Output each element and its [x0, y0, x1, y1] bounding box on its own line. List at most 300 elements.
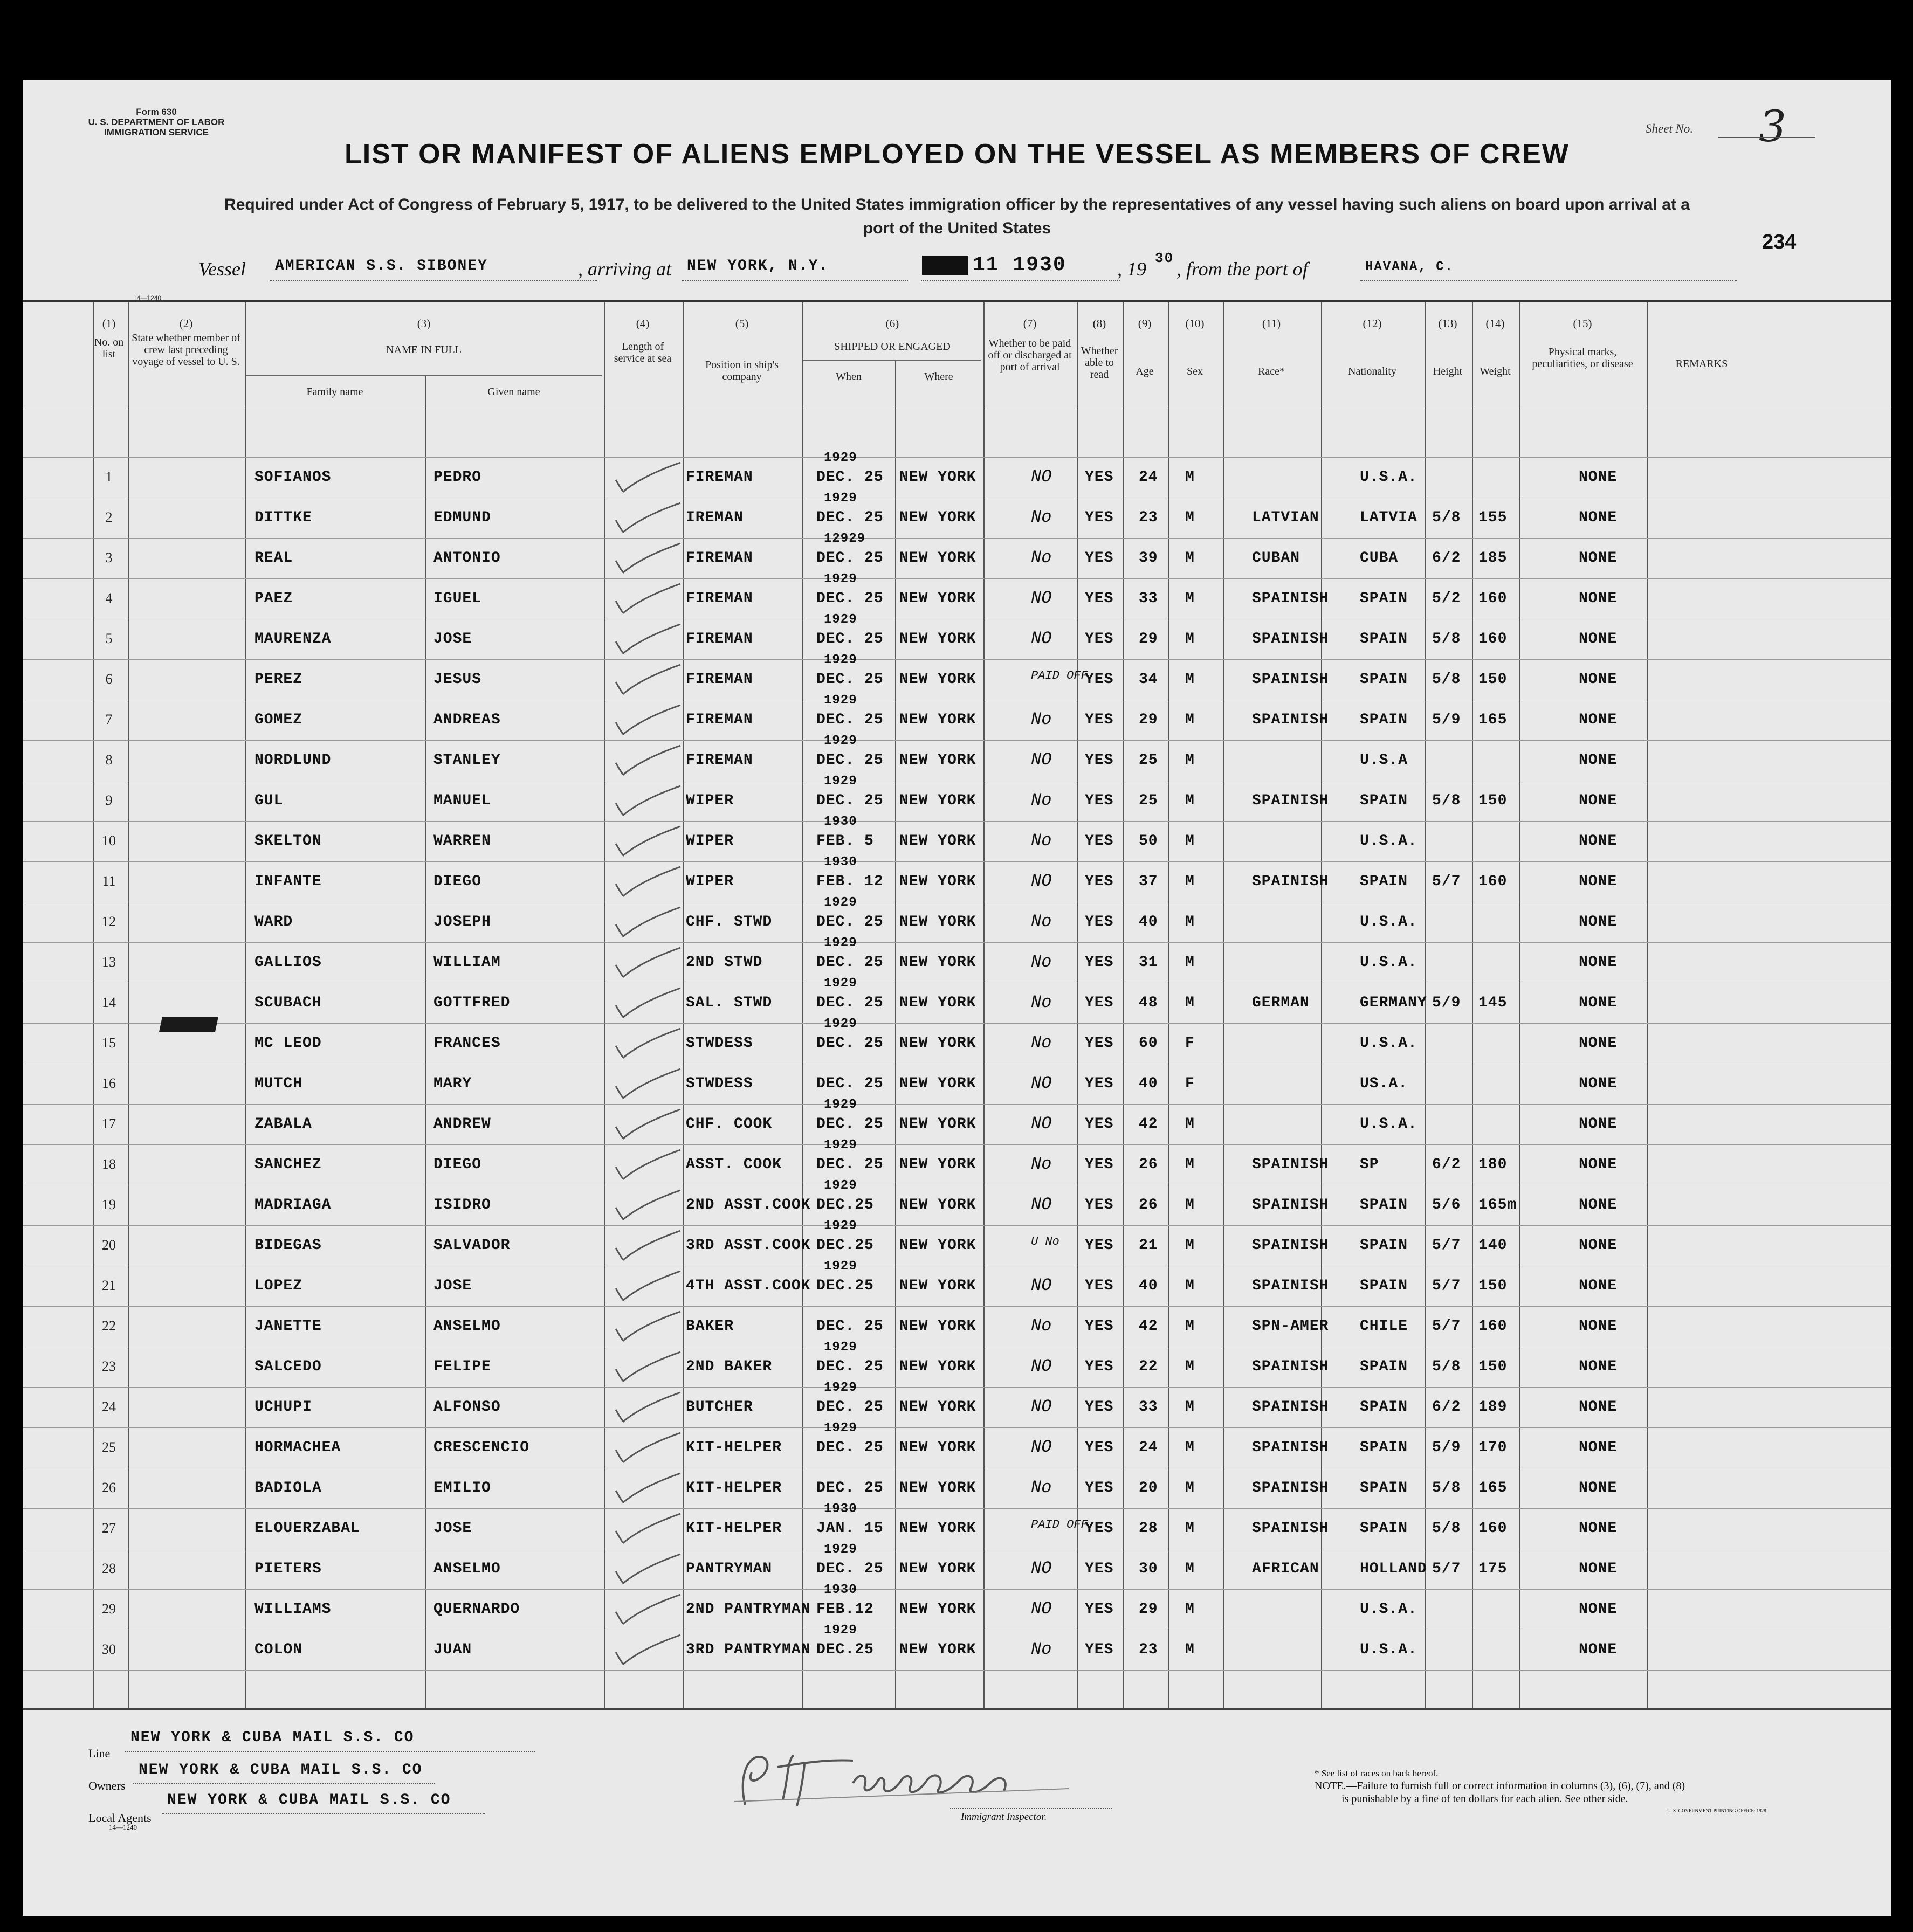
nationality: SPAIN — [1360, 1278, 1408, 1294]
able-to-read: YES — [1085, 671, 1114, 688]
given-name: ANSELMO — [433, 1318, 501, 1335]
weight: 160 — [1478, 1520, 1508, 1537]
weight: 160 — [1478, 873, 1508, 890]
family-name: MUTCH — [254, 1075, 303, 1092]
row-rule — [23, 1306, 1891, 1307]
engaged-when: DEC. 25 — [816, 671, 884, 688]
col8-number: (8) — [1092, 317, 1106, 330]
footer-agents-value: NEW YORK & CUBA MAIL S.S. CO — [167, 1792, 451, 1809]
manifest-subtitle — [55, 193, 1859, 240]
paid-off: No — [1031, 507, 1052, 527]
race: SPAINISH — [1252, 1197, 1329, 1213]
position: BAKER — [686, 1318, 734, 1335]
column-rule — [1168, 302, 1169, 1708]
engaged-year: 1929 — [824, 1381, 857, 1395]
given-name: MARY — [433, 1075, 472, 1092]
paid-off: No — [1031, 912, 1052, 932]
family-name: SKELTON — [254, 833, 322, 850]
engaged-where: NEW YORK — [899, 914, 976, 930]
family-name: SANCHEZ — [254, 1156, 322, 1173]
printer-line: U. S. GOVERNMENT PRINTING OFFICE: 1928 — [1667, 1808, 1766, 1813]
row-rule — [23, 1589, 1891, 1590]
given-name: FELIPE — [433, 1358, 491, 1375]
age: 26 — [1139, 1197, 1158, 1213]
sex: M — [1185, 1561, 1195, 1577]
engaged-where: NEW YORK — [899, 1278, 976, 1294]
race: SPAINISH — [1252, 631, 1329, 647]
checkmark-icon — [610, 1348, 686, 1385]
row-rule — [23, 1670, 1891, 1671]
column-rule — [128, 302, 129, 1708]
column-rule — [1321, 302, 1322, 1708]
height: 5/8 — [1432, 631, 1461, 647]
row-rule — [23, 659, 1891, 660]
engaged-where: NEW YORK — [899, 469, 976, 486]
race: SPN-AMER — [1252, 1318, 1329, 1335]
engaged-when: DEC. 25 — [816, 469, 884, 486]
height: 5/9 — [1432, 1439, 1461, 1456]
row-number: 1 — [105, 469, 113, 485]
race: GERMAN — [1252, 995, 1310, 1011]
row-number: 28 — [102, 1561, 116, 1576]
row-rule — [23, 821, 1891, 822]
engaged-where: NEW YORK — [899, 1520, 976, 1537]
row-rule — [23, 1387, 1891, 1388]
engaged-year: 1929 — [824, 653, 857, 667]
col6-number: (6) — [885, 317, 899, 330]
footer-note-fine: is punishable by a fine of ten dollars for each alien. See other side. — [1341, 1793, 1628, 1805]
engaged-when: DEC.25 — [816, 1237, 874, 1254]
given-name: GOTTFRED — [433, 995, 511, 1011]
checkmark-icon — [610, 1429, 686, 1466]
engaged-where: NEW YORK — [899, 1197, 976, 1213]
engaged-year: 1929 — [824, 612, 857, 627]
col2-label: State whether member of crew last preceding voyage of vessel to U. S. — [132, 332, 240, 368]
height: 5/8 — [1432, 792, 1461, 809]
engaged-year: 1929 — [824, 936, 857, 950]
checkmark-icon — [610, 1388, 686, 1426]
footer-line-value: NEW YORK & CUBA MAIL S.S. CO — [130, 1729, 415, 1746]
able-to-read: YES — [1085, 1439, 1114, 1456]
row-number: 2 — [105, 509, 113, 525]
given-name: ALFONSO — [433, 1399, 501, 1416]
year-suffix: 30 — [1155, 250, 1174, 266]
height: 6/2 — [1432, 1399, 1461, 1416]
given-name: QUERNARDO — [433, 1601, 520, 1618]
race: SPAINISH — [1252, 1439, 1329, 1456]
row-number: 10 — [102, 833, 116, 848]
sex: M — [1185, 1601, 1195, 1618]
weight: 140 — [1478, 1237, 1508, 1254]
race: SPAINISH — [1252, 1358, 1329, 1375]
col12-label: Nationality — [1348, 365, 1396, 377]
col15-number: (15) — [1573, 317, 1592, 330]
position: CHF. STWD — [686, 914, 773, 930]
physical-marks: NONE — [1579, 1601, 1618, 1618]
row-number: 11 — [102, 873, 116, 889]
engaged-when: FEB. 5 — [816, 833, 874, 850]
age: 29 — [1139, 631, 1158, 647]
race: SPAINISH — [1252, 1156, 1329, 1173]
engaged-when: DEC.25 — [816, 1641, 874, 1658]
row-rule — [23, 740, 1891, 741]
row-rule — [23, 1023, 1891, 1024]
footer-owners-value: NEW YORK & CUBA MAIL S.S. CO — [139, 1762, 423, 1778]
sex: M — [1185, 631, 1195, 647]
column-rule — [1123, 302, 1124, 1708]
paid-off: NO — [1031, 750, 1052, 770]
able-to-read: YES — [1085, 1116, 1114, 1133]
physical-marks: NONE — [1579, 752, 1618, 769]
nationality: U.S.A — [1360, 752, 1408, 769]
engaged-year: 1930 — [824, 855, 857, 870]
col2-number: (2) — [179, 317, 193, 330]
engaged-where: NEW YORK — [899, 1399, 976, 1416]
able-to-read: YES — [1085, 1197, 1114, 1213]
weight: 170 — [1478, 1439, 1508, 1456]
height: 5/7 — [1432, 1278, 1461, 1294]
race: SPAINISH — [1252, 671, 1329, 688]
engaged-year: 1929 — [824, 1098, 857, 1112]
given-name: SALVADOR — [433, 1237, 511, 1254]
engaged-where: NEW YORK — [899, 752, 976, 769]
checkmark-icon — [610, 782, 686, 819]
able-to-read: YES — [1085, 914, 1114, 930]
height: 5/8 — [1432, 1480, 1461, 1496]
row-number: 20 — [102, 1237, 116, 1253]
family-name: GOMEZ — [254, 712, 303, 728]
checkmark-icon — [610, 1267, 686, 1305]
sex: M — [1185, 1156, 1195, 1173]
weight: 160 — [1478, 590, 1508, 607]
position: ASST. COOK — [686, 1156, 782, 1173]
row-rule — [23, 1225, 1891, 1226]
weight: 165m — [1478, 1197, 1517, 1213]
engaged-when: DEC. 25 — [816, 752, 884, 769]
able-to-read: YES — [1085, 1561, 1114, 1577]
physical-marks: NONE — [1579, 1197, 1618, 1213]
physical-marks: NONE — [1579, 509, 1618, 526]
engaged-where: NEW YORK — [899, 833, 976, 850]
weight: 150 — [1478, 1278, 1508, 1294]
checkmark-icon — [610, 1226, 686, 1264]
able-to-read: YES — [1085, 1035, 1114, 1052]
height: 5/8 — [1432, 509, 1461, 526]
family-name: GALLIOS — [254, 954, 322, 971]
checkmark-icon — [610, 1590, 686, 1628]
position: 4TH ASST.COOK — [686, 1278, 811, 1294]
vessel-name: AMERICAN S.S. SIBONEY — [275, 258, 488, 274]
able-to-read: YES — [1085, 1075, 1114, 1092]
physical-marks: NONE — [1579, 1520, 1618, 1537]
age: 24 — [1139, 1439, 1158, 1456]
nationality: SPAIN — [1360, 1197, 1408, 1213]
given-name: MANUEL — [433, 792, 491, 809]
column-rule — [604, 302, 605, 1708]
nationality: U.S.A. — [1360, 1116, 1417, 1133]
able-to-read: YES — [1085, 1520, 1114, 1537]
paid-off: No — [1031, 992, 1052, 1012]
paid-off: PAID OFF — [1031, 669, 1088, 682]
paid-off: No — [1031, 1033, 1052, 1053]
position: KIT-HELPER — [686, 1520, 782, 1537]
checkmark-icon — [610, 620, 686, 658]
weight: 189 — [1478, 1399, 1508, 1416]
engaged-where: NEW YORK — [899, 1358, 976, 1375]
port-label: , from the port of — [1176, 258, 1308, 280]
position: FIREMAN — [686, 671, 753, 688]
table-top-border — [23, 300, 1891, 302]
row-number: 12 — [102, 914, 116, 929]
engaged-where: NEW YORK — [899, 590, 976, 607]
age: 21 — [1139, 1237, 1158, 1254]
row-number: 13 — [102, 954, 116, 970]
engaged-where: NEW YORK — [899, 1075, 976, 1092]
sex: M — [1185, 873, 1195, 890]
checkmark-icon — [610, 660, 686, 698]
race: SPAINISH — [1252, 1480, 1329, 1496]
checkmark-icon — [610, 862, 686, 900]
height: 5/7 — [1432, 1237, 1461, 1254]
nationality: SPAIN — [1360, 1358, 1408, 1375]
sex: M — [1185, 1237, 1195, 1254]
checkmark-icon — [610, 984, 686, 1022]
able-to-read: YES — [1085, 833, 1114, 850]
arriving-label: , arriving at — [578, 258, 672, 280]
col7-label: Whether to be paid off or discharged at port of arrival — [988, 337, 1072, 373]
family-name: NORDLUND — [254, 752, 332, 769]
weight: 150 — [1478, 792, 1508, 809]
nationality: U.S.A. — [1360, 954, 1417, 971]
age: 40 — [1139, 1075, 1158, 1092]
given-name: JOSE — [433, 1278, 472, 1294]
nationality: SPAIN — [1360, 873, 1408, 890]
engaged-year: 1929 — [824, 491, 857, 506]
engaged-year: 1929 — [824, 1178, 857, 1193]
physical-marks: NONE — [1579, 1035, 1618, 1052]
height: 5/7 — [1432, 1561, 1461, 1577]
physical-marks: NONE — [1579, 550, 1618, 567]
inspector-rule — [950, 1808, 1112, 1809]
paid-off: No — [1031, 1639, 1052, 1659]
engaged-where: NEW YORK — [899, 1641, 976, 1658]
row-number: 9 — [105, 792, 113, 808]
sex: M — [1185, 1480, 1195, 1496]
department: U. S. DEPARTMENT OF LABOR — [88, 117, 225, 127]
col6-label: SHIPPED OR ENGAGED — [834, 341, 951, 353]
physical-marks: NONE — [1579, 1480, 1618, 1496]
engaged-when: DEC. 25 — [816, 1439, 884, 1456]
column-rule — [895, 361, 896, 1708]
arriving-underline — [682, 280, 908, 281]
engaged-when: DEC. 25 — [816, 792, 884, 809]
given-name: IGUEL — [433, 590, 482, 607]
engaged-year: 1929 — [824, 572, 857, 586]
sex: M — [1185, 1116, 1195, 1133]
sex: M — [1185, 752, 1195, 769]
manifest-title: LIST OR MANIFEST OF ALIENS EMPLOYED ON THE VESSEL AS MEMBERS OF CREW — [345, 139, 1570, 170]
row-number: 14 — [102, 995, 116, 1010]
physical-marks: NONE — [1579, 1278, 1618, 1294]
row-rule — [23, 1144, 1891, 1145]
row-number: 18 — [102, 1156, 116, 1172]
nationality: SPAIN — [1360, 792, 1408, 809]
nationality: GERMANY — [1360, 995, 1427, 1011]
height: 5/9 — [1432, 712, 1461, 728]
physical-marks: NONE — [1579, 1237, 1618, 1254]
col4-label: Length of service at sea — [614, 341, 672, 364]
port-underline — [1360, 280, 1737, 281]
position: FIREMAN — [686, 550, 753, 567]
able-to-read: YES — [1085, 550, 1114, 567]
sex: M — [1185, 1641, 1195, 1658]
family-name: ELOUERZABAL — [254, 1520, 360, 1537]
weight: 145 — [1478, 995, 1508, 1011]
race: SPAINISH — [1252, 712, 1329, 728]
engaged-when: DEC.25 — [816, 1197, 874, 1213]
position: FIREMAN — [686, 469, 753, 486]
position: BUTCHER — [686, 1399, 753, 1416]
nationality: U.S.A. — [1360, 469, 1417, 486]
engaged-when: DEC. 25 — [816, 995, 884, 1011]
given-name: WILLIAM — [433, 954, 501, 971]
column-rule — [983, 302, 985, 1708]
engaged-when: DEC. 25 — [816, 550, 884, 567]
family-name: PEREZ — [254, 671, 303, 688]
family-name: SALCEDO — [254, 1358, 322, 1375]
able-to-read: YES — [1085, 712, 1114, 728]
able-to-read: YES — [1085, 1641, 1114, 1658]
sex: M — [1185, 954, 1195, 971]
col1-label: No. on list — [94, 336, 124, 360]
race: SPAINISH — [1252, 590, 1329, 607]
physical-marks: NONE — [1579, 995, 1618, 1011]
given-name: EDMUND — [433, 509, 491, 526]
nationality: SPAIN — [1360, 631, 1408, 647]
able-to-read: YES — [1085, 469, 1114, 486]
engaged-where: NEW YORK — [899, 792, 976, 809]
col9-number: (9) — [1138, 317, 1152, 330]
age: 34 — [1139, 671, 1158, 688]
engaged-where: NEW YORK — [899, 1561, 976, 1577]
sex: M — [1185, 1358, 1195, 1375]
able-to-read: YES — [1085, 1318, 1114, 1335]
paid-off: NO — [1031, 588, 1052, 608]
age: 33 — [1139, 1399, 1158, 1416]
position: KIT-HELPER — [686, 1439, 782, 1456]
physical-marks: NONE — [1579, 590, 1618, 607]
sex: M — [1185, 1318, 1195, 1335]
nationality: SP — [1360, 1156, 1379, 1173]
col10-label: Sex — [1187, 365, 1203, 377]
paid-off: U No — [1031, 1235, 1059, 1248]
family-name: MADRIAGA — [254, 1197, 332, 1213]
given-name: JOSE — [433, 1520, 472, 1537]
physical-marks: NONE — [1579, 1439, 1618, 1456]
age: 24 — [1139, 469, 1158, 486]
footer-agents-rule — [162, 1813, 485, 1814]
nationality: U.S.A. — [1360, 1601, 1417, 1618]
family-name: PAEZ — [254, 590, 293, 607]
physical-marks: NONE — [1579, 1561, 1618, 1577]
subtitle-line-1: Required under Act of Congress of February 5, 1917, to be delivered to the United States immigration officer by the representatives of any vessel having such aliens on board upon arrival at a — [224, 196, 1690, 213]
position: SAL. STWD — [686, 995, 773, 1011]
sex: M — [1185, 550, 1195, 567]
family-name: BADIOLA — [254, 1480, 322, 1496]
engaged-where: NEW YORK — [899, 1601, 976, 1618]
given-name: ANDREAS — [433, 712, 501, 728]
row-number: 6 — [105, 671, 113, 687]
engaged-when: DEC. 25 — [816, 631, 884, 647]
nationality: SPAIN — [1360, 1237, 1408, 1254]
height: 5/2 — [1432, 590, 1461, 607]
arriving-port: NEW YORK, N.Y. — [687, 258, 829, 274]
age: 20 — [1139, 1480, 1158, 1496]
race: SPAINISH — [1252, 1237, 1329, 1254]
paid-off: No — [1031, 831, 1052, 851]
age: 23 — [1139, 1641, 1158, 1658]
position: 2ND STWD — [686, 954, 763, 971]
row-number: 29 — [102, 1601, 116, 1617]
row-number: 19 — [102, 1197, 116, 1212]
given-name: FRANCES — [433, 1035, 501, 1052]
family-name: SCUBACH — [254, 995, 322, 1011]
col13-label: Height — [1433, 365, 1463, 377]
col5-label: Position in ship's company — [705, 359, 779, 383]
row-number: 26 — [102, 1480, 116, 1495]
paid-off: NO — [1031, 871, 1052, 891]
weight: 175 — [1478, 1561, 1508, 1577]
age: 29 — [1139, 712, 1158, 728]
col3-number: (3) — [417, 317, 431, 330]
engaged-when: DEC. 25 — [816, 1116, 884, 1133]
engaged-year: 1930 — [824, 1583, 857, 1597]
position: WIPER — [686, 873, 734, 890]
position: STWDESS — [686, 1075, 753, 1092]
engaged-year: 1929 — [824, 1259, 857, 1274]
given-name: JOSEPH — [433, 914, 491, 930]
engaged-when: JAN. 15 — [816, 1520, 884, 1537]
engaged-when: DEC. 25 — [816, 1035, 884, 1052]
able-to-read: YES — [1085, 631, 1114, 647]
family-name: LOPEZ — [254, 1278, 303, 1294]
sex: M — [1185, 833, 1195, 850]
nationality: U.S.A. — [1360, 1641, 1417, 1658]
physical-marks: NONE — [1579, 1075, 1618, 1092]
family-name: WARD — [254, 914, 293, 930]
engaged-where: NEW YORK — [899, 712, 976, 728]
physical-marks: NONE — [1579, 833, 1618, 850]
service: IMMIGRATION SERVICE — [104, 127, 209, 137]
sex: F — [1185, 1075, 1195, 1092]
position: 2ND ASST.COOK — [686, 1197, 811, 1213]
sex: M — [1185, 712, 1195, 728]
engaged-year: 1929 — [824, 451, 857, 465]
col8-label: Whether able to read — [1081, 345, 1118, 381]
paid-off: PAID OFF — [1031, 1518, 1088, 1531]
manifest-sheet — [23, 80, 1891, 1916]
age: 25 — [1139, 792, 1158, 809]
row-number: 8 — [105, 752, 113, 768]
given-name: EMILIO — [433, 1480, 491, 1496]
form-number: Form 630 — [136, 107, 177, 117]
row-rule — [23, 1427, 1891, 1428]
paid-off: NO — [1031, 629, 1052, 648]
checkmark-icon — [610, 1469, 686, 1507]
col3-label: NAME IN FULL — [386, 344, 462, 356]
column-rule — [802, 302, 803, 1708]
sex: M — [1185, 509, 1195, 526]
